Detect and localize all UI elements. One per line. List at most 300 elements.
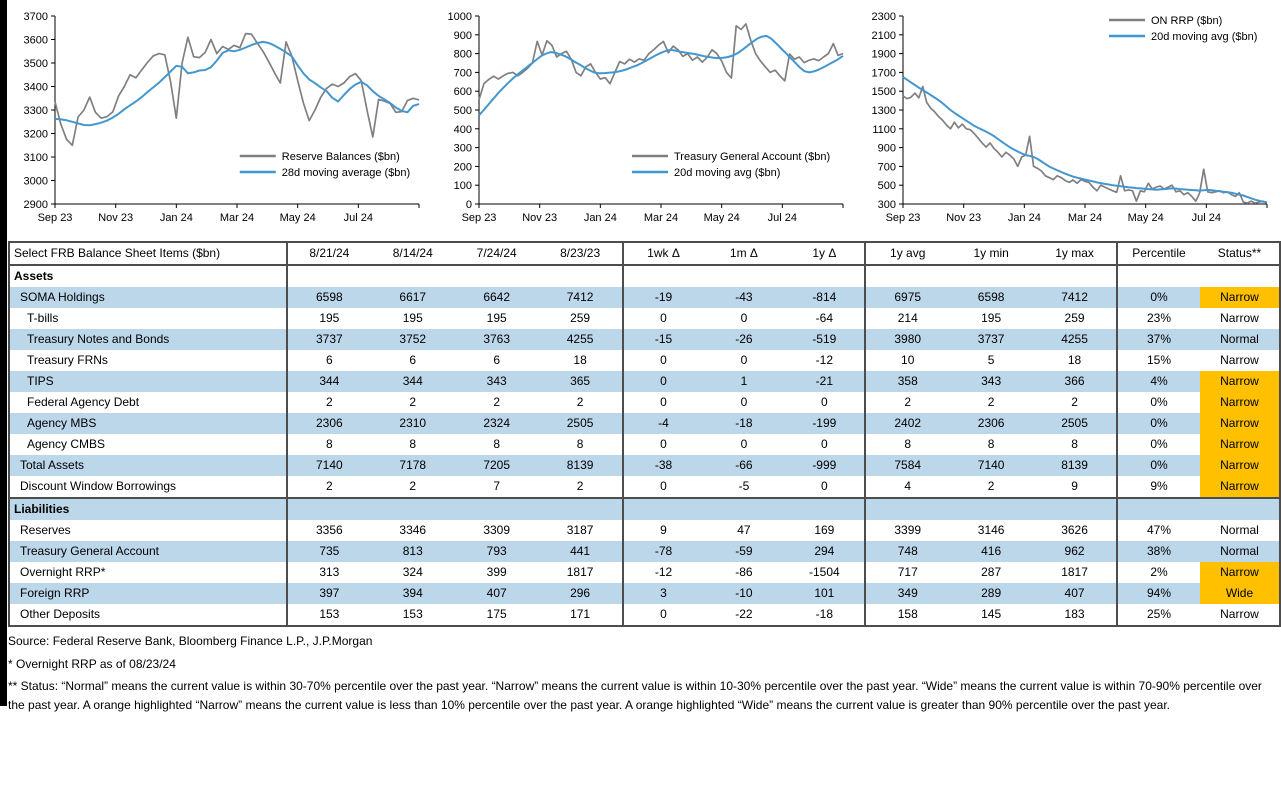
- svg-text:ON RRP ($bn): ON RRP ($bn): [1151, 15, 1223, 27]
- section-row: [9, 498, 1280, 520]
- value-cell: 214: [865, 308, 949, 329]
- value-cell: 1: [740, 374, 748, 388]
- value-cell: 8: [1071, 437, 1078, 451]
- value-cell: 343: [981, 374, 1002, 388]
- row-label: Treasury Notes and Bonds: [27, 332, 170, 346]
- value-cell: 8: [493, 437, 501, 451]
- svg-text:800: 800: [453, 48, 472, 61]
- percentile-cell: 47%: [1117, 520, 1200, 541]
- value-cell: 8: [987, 437, 995, 451]
- value-cell: 3346: [399, 523, 427, 537]
- value-cell: 4: [865, 476, 949, 498]
- reserve-balances-plot: [9, 4, 433, 236]
- empty-cell: [539, 498, 623, 520]
- value-cell: 7205: [483, 458, 511, 472]
- charts-row: [9, 4, 1281, 236]
- svg-text:900: 900: [877, 142, 896, 155]
- value-cell: -64: [815, 311, 833, 325]
- value-cell: 9: [1071, 479, 1078, 493]
- empty-cell: [1033, 498, 1117, 520]
- table-row: [9, 583, 1280, 604]
- empty-cell: [949, 265, 1033, 287]
- value-cell: -78: [623, 541, 704, 562]
- svg-text:900: 900: [453, 29, 472, 42]
- balance-sheet-table-wrap: [8, 241, 1281, 627]
- value-cell: 2306: [977, 416, 1005, 430]
- column-header: 1y avg: [865, 242, 949, 265]
- table-row: [9, 434, 1280, 455]
- value-cell: 7178: [399, 458, 427, 472]
- value-cell: -21: [815, 374, 833, 388]
- table-row: [9, 541, 1280, 562]
- value-cell: 0: [623, 392, 704, 413]
- status-cell: Narrow: [1200, 434, 1280, 455]
- value-cell: 2: [409, 395, 417, 409]
- value-cell: 2: [493, 395, 501, 409]
- value-cell: -4: [623, 413, 704, 434]
- svg-text:600: 600: [453, 86, 472, 99]
- value-cell: 6: [409, 353, 417, 367]
- value-cell: -86: [735, 565, 753, 579]
- row-label: Agency MBS: [27, 416, 97, 430]
- value-cell: 183: [1064, 607, 1085, 621]
- column-header: Status**: [1217, 246, 1262, 260]
- svg-text:2900: 2900: [23, 199, 48, 211]
- empty-cell: [784, 498, 865, 520]
- svg-text:May 24: May 24: [1127, 212, 1164, 224]
- row-label: Other Deposits: [20, 607, 101, 621]
- table-header: [9, 242, 1280, 265]
- svg-text:400: 400: [453, 123, 472, 136]
- value-cell: 7412: [1061, 290, 1088, 304]
- value-cell: 7412: [566, 290, 594, 304]
- svg-text:2300: 2300: [871, 11, 896, 23]
- value-cell: 9: [623, 520, 704, 541]
- value-cell: 2: [1071, 395, 1078, 409]
- svg-text:0: 0: [465, 199, 472, 211]
- value-cell: 7140: [287, 455, 371, 476]
- value-cell: 441: [570, 544, 591, 558]
- svg-text:500: 500: [877, 180, 896, 193]
- empty-cell: [703, 265, 784, 287]
- value-cell: 171: [570, 607, 591, 621]
- table-row: [9, 562, 1280, 583]
- percentile-cell: 37%: [1117, 329, 1200, 350]
- empty-cell: [287, 265, 371, 287]
- table-row: [9, 520, 1280, 541]
- value-cell: 399: [486, 565, 507, 579]
- value-cell: 3737: [287, 329, 371, 350]
- value-cell: 735: [287, 541, 371, 562]
- svg-text:3500: 3500: [23, 58, 48, 70]
- empty-cell: [287, 498, 371, 520]
- row-label: TIPS: [27, 374, 54, 388]
- value-cell: 153: [402, 607, 423, 621]
- svg-text:28d moving average ($bn): 28d moving average ($bn): [281, 167, 411, 179]
- value-cell: 344: [402, 374, 423, 388]
- value-cell: 10: [865, 350, 949, 371]
- percentile-cell: 0%: [1117, 455, 1200, 476]
- svg-text:300: 300: [877, 199, 896, 211]
- value-cell: 2: [865, 392, 949, 413]
- value-cell: 2310: [399, 416, 427, 430]
- value-cell: 0: [623, 308, 704, 329]
- status-cell: Normal: [1220, 544, 1259, 558]
- percentile-cell: 0%: [1117, 392, 1200, 413]
- value-cell: 407: [1064, 586, 1085, 600]
- empty-cell: [455, 265, 539, 287]
- value-cell: 2: [287, 476, 371, 498]
- empty-cell: [371, 498, 455, 520]
- svg-text:Jul 24: Jul 24: [767, 212, 798, 224]
- value-cell: 18: [1067, 353, 1082, 367]
- value-cell: 145: [981, 607, 1002, 621]
- empty-cell: [865, 498, 949, 520]
- percentile-cell: 0%: [1117, 434, 1200, 455]
- percentile-cell: 2%: [1117, 562, 1200, 583]
- value-cell: 813: [402, 544, 423, 558]
- value-cell: -10: [735, 586, 753, 600]
- percentile-cell: 15%: [1117, 350, 1200, 371]
- value-cell: -18: [815, 607, 833, 621]
- value-cell: 6617: [399, 290, 427, 304]
- value-cell: 8: [409, 437, 417, 451]
- percentile-cell: 0%: [1117, 287, 1200, 308]
- table-row: [9, 371, 1280, 392]
- value-cell: -199: [812, 416, 837, 430]
- value-cell: 0: [623, 604, 704, 626]
- table-body: [9, 265, 1280, 626]
- chart-reserve-balances: [9, 4, 433, 236]
- value-cell: 0: [740, 395, 748, 409]
- status-cell: Wide: [1200, 583, 1280, 604]
- svg-text:Jul 24: Jul 24: [343, 212, 374, 224]
- svg-text:3300: 3300: [23, 105, 48, 117]
- value-cell: 8: [865, 434, 949, 455]
- value-cell: 2306: [287, 413, 371, 434]
- row-label: T-bills: [27, 311, 59, 325]
- svg-text:20d moving avg ($bn): 20d moving avg ($bn): [674, 167, 781, 179]
- value-cell: -999: [812, 458, 837, 472]
- empty-cell: [623, 498, 704, 520]
- table-row: [9, 392, 1280, 413]
- status-cell: Narrow: [1200, 413, 1280, 434]
- value-cell: 3399: [865, 520, 949, 541]
- status-cell: Narrow: [1220, 353, 1259, 367]
- value-cell: -66: [735, 458, 753, 472]
- value-cell: 3752: [399, 332, 427, 346]
- value-cell: 3: [623, 583, 704, 604]
- value-cell: 259: [1064, 311, 1085, 325]
- chart-treasury-general-account: [433, 4, 857, 236]
- svg-text:Mar 24: Mar 24: [643, 212, 679, 224]
- footnote-status-definition: ** Status: “Normal” means the current value is within 30-70% percentile over the past year. “Narrow” means the current value is within 10-30% percentile over the past year. “Wide” means the current value is within 70-90% percentile over the past year. A orange highlighted “Narrow” means the current value is less than 10% percentile over the past year. A orange highlighted “Wide” means the current value is greater than 90% percentile over the past year.: [8, 679, 1262, 712]
- row-label: Discount Window Borrowings: [20, 479, 177, 493]
- svg-text:Mar 24: Mar 24: [219, 212, 255, 224]
- svg-text:Treasury General Account ($bn): Treasury General Account ($bn): [674, 151, 831, 163]
- value-cell: -59: [735, 544, 753, 558]
- empty-cell: [1117, 498, 1200, 520]
- value-cell: -43: [735, 290, 753, 304]
- value-cell: 6642: [483, 290, 511, 304]
- svg-text:Sep 23: Sep 23: [37, 212, 73, 224]
- empty-cell: [784, 265, 865, 287]
- value-cell: 8: [287, 434, 371, 455]
- value-cell: 3356: [287, 520, 371, 541]
- value-cell: 6975: [865, 287, 949, 308]
- source-line: Source: Federal Reserve Bank, Bloomberg Finance L.P., J.P.Morgan: [8, 634, 373, 648]
- section-row: [9, 265, 1280, 287]
- value-cell: -19: [623, 287, 704, 308]
- column-header: 1m Δ: [729, 246, 758, 260]
- svg-text:Sep 23: Sep 23: [461, 212, 497, 224]
- row-label: Treasury General Account: [20, 544, 159, 558]
- value-cell: 8139: [566, 458, 594, 472]
- status-cell: Normal: [1220, 523, 1259, 537]
- value-cell: 0: [740, 311, 748, 325]
- svg-text:Nov 23: Nov 23: [522, 212, 558, 224]
- balance-sheet-table: [8, 241, 1281, 627]
- column-header: 8/23/23: [560, 246, 601, 260]
- svg-text:Sep 23: Sep 23: [885, 212, 921, 224]
- value-cell: 195: [402, 311, 423, 325]
- value-cell: 0: [740, 437, 748, 451]
- row-label: Federal Agency Debt: [27, 395, 140, 409]
- value-cell: 2: [987, 395, 995, 409]
- svg-text:1000: 1000: [447, 11, 472, 23]
- value-cell: 6: [493, 353, 501, 367]
- svg-text:3000: 3000: [23, 175, 48, 188]
- value-cell: 0: [820, 479, 828, 493]
- column-header: 8/14/24: [392, 246, 433, 260]
- value-cell: 394: [402, 586, 423, 600]
- table-row: [9, 287, 1280, 308]
- row-label: Total Assets: [20, 458, 85, 472]
- value-cell: 47: [737, 523, 751, 537]
- column-header: 1y min: [973, 246, 1009, 260]
- svg-text:700: 700: [877, 161, 896, 174]
- value-cell: 18: [573, 353, 587, 367]
- svg-text:20d moving avg ($bn): 20d moving avg ($bn): [1151, 31, 1258, 43]
- value-cell: -22: [735, 607, 753, 621]
- value-cell: 1817: [1061, 565, 1088, 579]
- percentile-cell: 0%: [1117, 413, 1200, 434]
- value-cell: 101: [814, 586, 835, 600]
- status-cell: Narrow: [1220, 311, 1259, 325]
- svg-text:100: 100: [453, 180, 472, 193]
- value-cell: 0: [623, 350, 704, 371]
- value-cell: 962: [1064, 544, 1085, 558]
- table-row: [9, 604, 1280, 626]
- empty-cell: [703, 498, 784, 520]
- value-cell: 793: [486, 544, 507, 558]
- column-header: 1y max: [1055, 246, 1094, 260]
- value-cell: 3309: [483, 523, 511, 537]
- value-cell: 0: [623, 371, 704, 392]
- value-cell: 1817: [566, 565, 594, 579]
- empty-cell: [949, 498, 1033, 520]
- row-label: Overnight RRP*: [20, 565, 106, 579]
- svg-text:3700: 3700: [23, 11, 48, 23]
- row-label: SOMA Holdings: [20, 290, 105, 304]
- value-cell: 2: [287, 392, 371, 413]
- status-cell: Narrow: [1200, 371, 1280, 392]
- value-cell: 407: [486, 586, 507, 600]
- status-cell: Narrow: [1200, 562, 1280, 583]
- value-cell: 289: [981, 586, 1002, 600]
- value-cell: 7140: [977, 458, 1005, 472]
- row-label: Treasury FRNs: [27, 353, 108, 367]
- value-cell: 2324: [483, 416, 511, 430]
- value-cell: -38: [623, 455, 704, 476]
- svg-text:Reserve Balances ($bn): Reserve Balances ($bn): [281, 151, 400, 163]
- value-cell: 294: [814, 544, 835, 558]
- value-cell: 2: [576, 395, 584, 409]
- value-cell: 0: [740, 353, 748, 367]
- status-cell: Narrow: [1220, 607, 1259, 621]
- page-left-border: [0, 0, 7, 706]
- svg-text:3400: 3400: [23, 81, 48, 94]
- value-cell: 6: [287, 350, 371, 371]
- value-cell: 195: [287, 308, 371, 329]
- empty-cell: [1033, 265, 1117, 287]
- value-cell: 287: [981, 565, 1002, 579]
- value-cell: -12: [815, 353, 833, 367]
- value-cell: 748: [865, 541, 949, 562]
- empty-cell: [1200, 498, 1280, 520]
- value-cell: 324: [402, 565, 423, 579]
- status-cell: Narrow: [1200, 287, 1280, 308]
- value-cell: 343: [486, 374, 507, 388]
- value-cell: 0: [623, 476, 704, 498]
- value-cell: 153: [287, 604, 371, 626]
- svg-text:2100: 2100: [871, 29, 896, 42]
- svg-text:500: 500: [453, 105, 472, 117]
- svg-text:3200: 3200: [23, 128, 48, 141]
- value-cell: 6598: [977, 290, 1005, 304]
- status-cell: Narrow: [1200, 476, 1280, 498]
- empty-cell: [1117, 265, 1200, 287]
- value-cell: 8139: [1061, 458, 1088, 472]
- svg-text:Mar 24: Mar 24: [1067, 212, 1103, 224]
- value-cell: 158: [865, 604, 949, 626]
- value-cell: 397: [287, 583, 371, 604]
- treasury-general-account-plot: [433, 4, 857, 236]
- empty-cell: [865, 265, 949, 287]
- value-cell: 2505: [1061, 416, 1088, 430]
- svg-text:1900: 1900: [871, 48, 896, 61]
- value-cell: -15: [623, 329, 704, 350]
- svg-text:300: 300: [453, 142, 472, 155]
- value-cell: -12: [623, 562, 704, 583]
- value-cell: 0: [820, 395, 828, 409]
- value-cell: 717: [865, 562, 949, 583]
- value-cell: 195: [981, 311, 1002, 325]
- svg-text:1300: 1300: [871, 105, 896, 117]
- value-cell: 5: [987, 353, 995, 367]
- value-cell: 4255: [1061, 332, 1088, 346]
- value-cell: 8: [576, 437, 584, 451]
- row-label: Liabilities: [14, 502, 70, 516]
- column-header: 1wk Δ: [623, 242, 704, 265]
- status-cell: Narrow: [1200, 392, 1280, 413]
- on-rrp-plot: [857, 4, 1281, 236]
- empty-cell: [623, 265, 704, 287]
- value-cell: 2402: [865, 413, 949, 434]
- value-cell: 366: [1064, 374, 1085, 388]
- svg-text:Jan 24: Jan 24: [1007, 212, 1041, 224]
- value-cell: -26: [735, 332, 753, 346]
- value-cell: 0: [820, 437, 828, 451]
- svg-text:200: 200: [453, 161, 472, 174]
- status-cell: Narrow: [1200, 455, 1280, 476]
- row-label: Agency CMBS: [27, 437, 106, 451]
- column-header: 8/21/24: [287, 242, 371, 265]
- value-cell: -814: [812, 290, 837, 304]
- column-header: Percentile: [1117, 242, 1200, 265]
- svg-text:Nov 23: Nov 23: [98, 212, 134, 224]
- percentile-cell: 23%: [1117, 308, 1200, 329]
- value-cell: 344: [287, 371, 371, 392]
- table-row: [9, 413, 1280, 434]
- value-cell: 3187: [566, 523, 594, 537]
- value-cell: 2: [576, 479, 584, 493]
- percentile-cell: 25%: [1117, 604, 1200, 626]
- row-label: Foreign RRP: [20, 586, 90, 600]
- value-cell: 2505: [566, 416, 594, 430]
- value-cell: 2: [987, 479, 995, 493]
- table-row: [9, 329, 1280, 350]
- value-cell: 0: [623, 434, 704, 455]
- table-title-cell: Select FRB Balance Sheet Items ($bn): [14, 246, 221, 260]
- value-cell: 3980: [865, 329, 949, 350]
- value-cell: 7584: [865, 455, 949, 476]
- value-cell: 3763: [483, 332, 511, 346]
- value-cell: -5: [738, 479, 750, 493]
- svg-text:Jan 24: Jan 24: [159, 212, 193, 224]
- table-row: [9, 308, 1280, 329]
- value-cell: 3626: [1061, 523, 1088, 537]
- value-cell: 313: [287, 562, 371, 583]
- value-cell: -18: [735, 416, 753, 430]
- footnote-overnight-rrp: * Overnight RRP as of 08/23/24: [8, 657, 176, 671]
- chart-on-rrp: [857, 4, 1281, 236]
- empty-cell: [455, 498, 539, 520]
- value-cell: 169: [814, 523, 835, 537]
- svg-text:Jul 24: Jul 24: [1191, 212, 1222, 224]
- value-cell: 349: [865, 583, 949, 604]
- value-cell: 296: [570, 586, 591, 600]
- row-label: Assets: [14, 269, 54, 283]
- value-cell: -519: [812, 332, 837, 346]
- empty-cell: [539, 265, 623, 287]
- value-cell: 358: [865, 371, 949, 392]
- svg-text:1500: 1500: [871, 86, 896, 99]
- value-cell: 6598: [287, 287, 371, 308]
- empty-cell: [371, 265, 455, 287]
- percentile-cell: 9%: [1117, 476, 1200, 498]
- value-cell: 365: [570, 374, 591, 388]
- column-header: 7/24/24: [476, 246, 517, 260]
- value-cell: 3737: [977, 332, 1005, 346]
- svg-text:Jan 24: Jan 24: [583, 212, 617, 224]
- table-row: [9, 476, 1280, 498]
- svg-text:1100: 1100: [872, 123, 896, 136]
- table-row: [9, 350, 1280, 371]
- column-header: 1y Δ: [812, 246, 837, 260]
- svg-text:Nov 23: Nov 23: [946, 212, 982, 224]
- value-cell: -1504: [808, 565, 840, 579]
